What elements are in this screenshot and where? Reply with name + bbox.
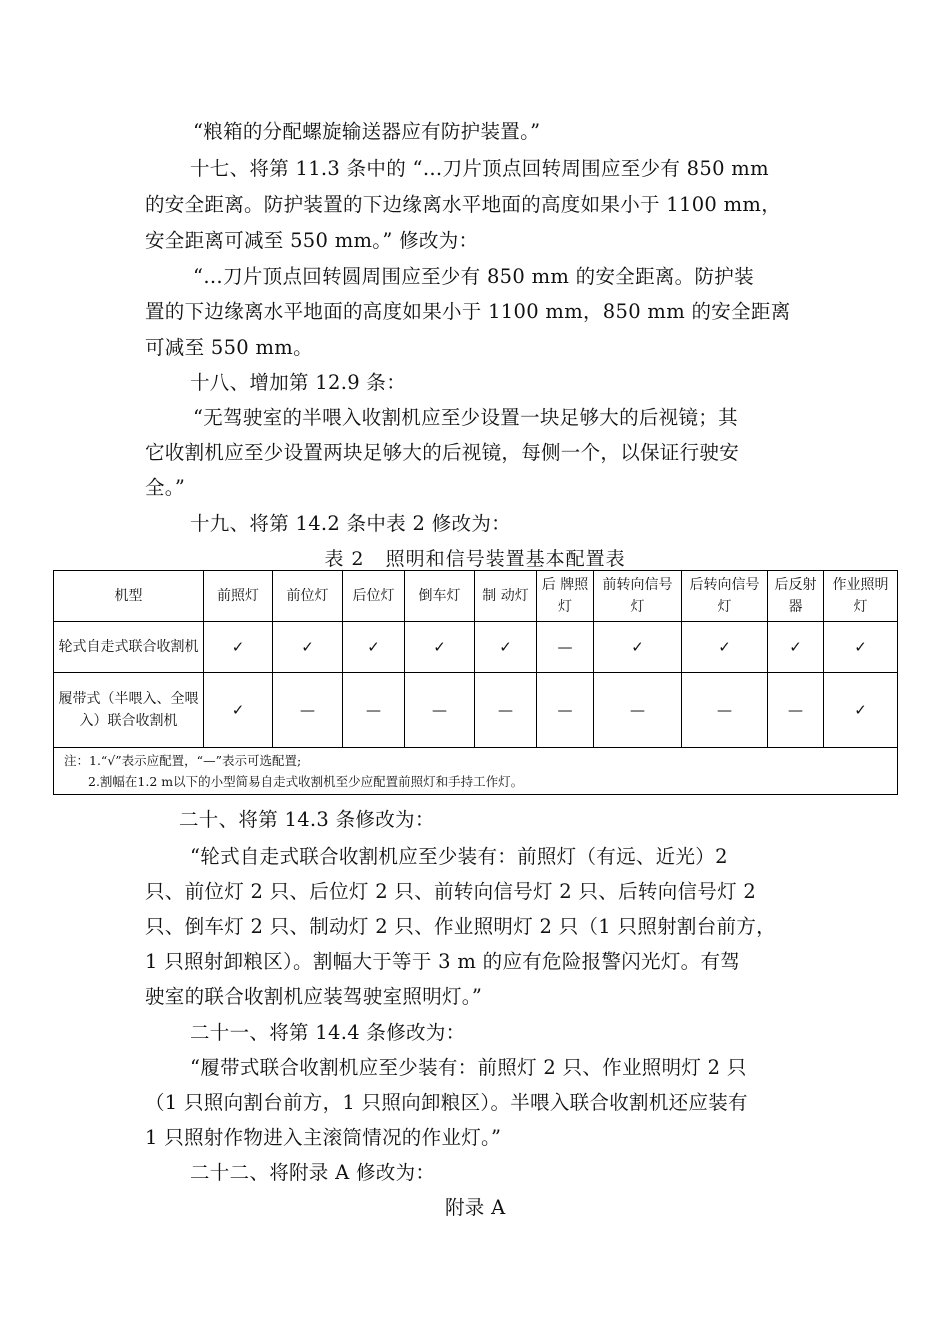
header-cell: 前位灯 [273, 571, 343, 622]
table-notes [54, 748, 898, 795]
config-cell: — [594, 673, 682, 748]
config-cell: ✓ [594, 622, 682, 673]
header-cell: 制 动灯 [475, 571, 537, 622]
config-cell: — [537, 673, 594, 748]
config-cell: ✓ [475, 622, 537, 673]
config-cell: — [273, 673, 343, 748]
config-cell: — [405, 673, 475, 748]
header-cell: 作业照明灯 [824, 571, 898, 622]
paragraph-line: 十八、增加第 12.9 条： [190, 371, 407, 394]
paragraph-line: “无驾驶室的半喂入收割机应至少设置一块足够大的后视镜；其 [193, 406, 738, 429]
config-cell: ✓ [405, 622, 475, 673]
paragraph-line: 二十二、将附录 A 修改为： [190, 1161, 436, 1184]
config-cell: ✓ [824, 673, 898, 748]
paragraph-line: “…刀片顶点回转圆周围应至少有 850 mm 的安全距离。防护装 [193, 265, 754, 288]
table-caption: 表 2 照明和信号装置基本配置表 [324, 548, 626, 570]
config-cell: ✓ [204, 622, 273, 673]
header-cell: 倒车灯 [405, 571, 475, 622]
config-cell: ✓ [273, 622, 343, 673]
config-cell: ✓ [768, 622, 824, 673]
table-notes-row [54, 748, 898, 795]
config-cell: — [537, 622, 594, 673]
paragraph-line: 驶室的联合收割机应装驾驶室照明灯。” [145, 985, 483, 1008]
appendix-heading: 附录 A [445, 1196, 506, 1219]
config-cell: — [768, 673, 824, 748]
config-cell: ✓ [204, 673, 273, 748]
config-cell: — [475, 673, 537, 748]
paragraph-line: 二十、将第 14.3 条修改为： [179, 808, 435, 831]
config-cell: — [682, 673, 768, 748]
paragraph-line: “轮式自走式联合收割机应至少装有：前照灯（有远、近光）2 [190, 845, 728, 868]
table-header-row [54, 571, 898, 622]
header-cell: 后转向信号灯 [682, 571, 768, 622]
paragraph-line: 1 只照射卸粮区）。割幅大于等于 3 m 的应有危险报警闪光灯。有驾 [145, 950, 741, 973]
table-row [54, 622, 898, 673]
table-row [54, 673, 898, 748]
paragraph-line: 的安全距离。防护装置的下边缘离水平地面的高度如果小于 1100 mm， [145, 193, 782, 216]
header-cell: 机型 [54, 571, 204, 622]
lighting-config-table [53, 570, 898, 795]
header-cell: 后反射器 [768, 571, 824, 622]
config-cell: ✓ [682, 622, 768, 673]
paragraph-line: 只、倒车灯 2 只、制动灯 2 只、作业照明灯 2 只（1 只照射割台前方， [145, 915, 776, 938]
paragraph-line: 可减至 550 mm。 [145, 336, 313, 359]
paragraph-line: 只、前位灯 2 只、后位灯 2 只、前转向信号灯 2 只、后转向信号灯 2 [145, 880, 757, 903]
paragraph-line: 1 只照射作物进入主滚筒情况的作业灯。” [145, 1126, 502, 1149]
paragraph-line: 二十一、将第 14.4 条修改为： [190, 1021, 466, 1044]
model-cell: 轮式自走式联合收割机 [54, 622, 204, 673]
paragraph-line: 它收割机应至少设置两块足够大的后视镜，每侧一个，以保证行驶安 [145, 441, 740, 464]
config-cell: ✓ [824, 622, 898, 673]
header-cell: 前照灯 [204, 571, 273, 622]
paragraph-line: 安全距离可减至 550 mm。” 修改为： [145, 229, 479, 252]
note-2: 2.割幅在1.2 m以下的小型简易自走式收割机至少应配置前照灯和手持工作灯。 [88, 774, 524, 789]
header-cell: 后 牌照灯 [537, 571, 594, 622]
paragraph-line: “粮箱的分配螺旋输送器应有防护装置。” [193, 120, 541, 143]
paragraph-line: 十七、将第 11.3 条中的 “…刀片顶点回转周围应至少有 850 mm [190, 157, 769, 180]
note-1: 注：1.“√”表示应配置，“—”表示可选配置; [64, 753, 302, 768]
header-cell: 后位灯 [343, 571, 405, 622]
model-cell: 履带式（半喂入、全喂入）联合收割机 [54, 673, 204, 748]
paragraph-line: “履带式联合收割机应至少装有：前照灯 2 只、作业照明灯 2 只 [190, 1056, 747, 1079]
paragraph-line: 置的下边缘离水平地面的高度如果小于 1100 mm，850 mm 的安全距离 [145, 300, 791, 323]
paragraph-line: （1 只照向割台前方，1 只照向卸粮区）。半喂入联合收割机还应装有 [145, 1091, 748, 1114]
paragraph-line: 全。” [145, 476, 186, 499]
header-cell: 前转向信号灯 [594, 571, 682, 622]
config-cell: ✓ [343, 622, 405, 673]
config-cell: — [343, 673, 405, 748]
paragraph-line: 十九、将第 14.2 条中表 2 修改为： [190, 512, 511, 535]
